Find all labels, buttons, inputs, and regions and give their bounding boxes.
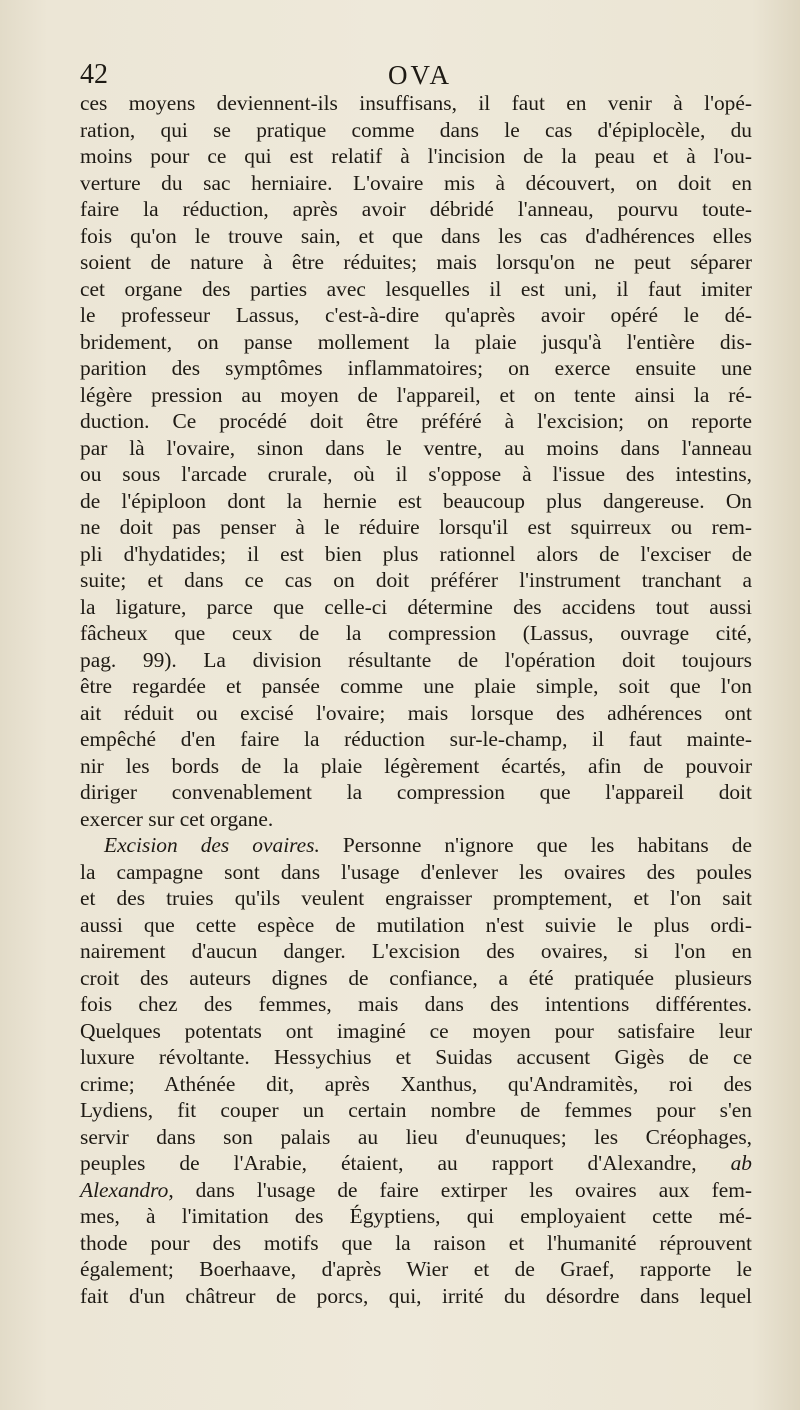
text-line xyxy=(80,673,752,700)
text-line xyxy=(80,806,752,833)
text-line xyxy=(80,382,752,409)
line-text: mes, à l'imitation des Égyptiens, qui employaient cette mé- xyxy=(80,1204,752,1228)
line-text: duction. Ce procédé doit être préféré à l'excision; on reporte xyxy=(80,409,752,433)
text-line xyxy=(80,435,752,462)
line-text: thode pour des motifs que la raison et l'humanité réprouvent xyxy=(80,1230,752,1255)
line-text: croit des auteurs dignes de confiance, a été pratiquée plusieurs xyxy=(80,965,752,990)
line-text: la ligature, parce que celle-ci détermine des accidens tout aussi xyxy=(80,594,752,619)
line-text: par là l'ovaire, sinon dans le ventre, au moins dans l'anneau xyxy=(80,435,752,460)
text-line xyxy=(80,1283,752,1310)
text-line xyxy=(80,1256,752,1283)
text-line xyxy=(80,117,752,144)
italic-text: Excision des ovaires. xyxy=(104,833,320,857)
line-text: verture du sac herniaire. L'ovaire mis à découvert, on doit en xyxy=(80,170,752,195)
text-line xyxy=(80,223,752,250)
text-line xyxy=(80,143,752,170)
line-text: ces moyens deviennent-ils insuffisans, il faut en venir à l'opé- xyxy=(80,91,752,115)
text-line xyxy=(80,1203,752,1230)
line-text: légère pression au moyen de l'appareil, et on tente ainsi la ré- xyxy=(80,382,752,407)
page-number: 42 xyxy=(80,59,108,90)
line-text: Quelques potentats ont imaginé ce moyen pour satisfaire leur xyxy=(80,1018,752,1043)
line-text: ait réduit ou excisé l'ovaire; mais lorsque des adhérences ont xyxy=(80,700,752,725)
text-line xyxy=(80,1018,752,1045)
line-text: servir dans son palais au lieu d'eunuques; les Créophages, xyxy=(80,1124,752,1149)
line-text: cet organe des parties avec lesquelles il est uni, il faut imiter xyxy=(80,276,752,301)
line-text: peuples de l'Arabie, étaient, au rapport d'Alexandre, xyxy=(80,1151,731,1175)
line-text: parition des symptômes inflammatoires; on exerce ensuite une xyxy=(80,356,752,380)
line-text: aussi que cette espèce de mutilation n'est suivie le plus ordi- xyxy=(80,912,752,937)
text-line xyxy=(80,1177,752,1204)
text-line xyxy=(80,541,752,568)
line-text: ration, qui se pratique comme dans le cas d'épiplocèle, du xyxy=(80,117,752,142)
text-line xyxy=(80,938,752,965)
text-line xyxy=(80,1124,752,1151)
line-text: également; Boerhaave, d'après Wier et de Graef, rapporte le xyxy=(80,1257,752,1281)
line-text: Personne n'ignore que les habitans de xyxy=(319,833,753,857)
text-line xyxy=(80,1150,752,1177)
text-line xyxy=(80,859,752,886)
line-text: pag. 99). La division résultante de l'opération doit toujours xyxy=(80,647,752,672)
text-line xyxy=(80,912,752,939)
text-line xyxy=(80,832,752,859)
line-text: fâcheux que ceux de la compression (Lassus, ouvrage cité, xyxy=(80,621,752,645)
text-line xyxy=(80,488,752,515)
line-text: pli d'hydatides; il est bien plus rationnel alors de l'exciser de xyxy=(80,541,752,566)
text-line xyxy=(80,885,752,912)
line-text: la campagne sont dans l'usage d'enlever les ovaires des poules xyxy=(80,859,752,884)
text-line xyxy=(80,726,752,753)
line-text: empêché d'en faire la réduction sur-le-champ, il faut mainte- xyxy=(80,727,752,751)
text-line xyxy=(80,461,752,488)
text-line xyxy=(80,170,752,197)
italic-text: Alexandro xyxy=(80,1177,169,1202)
running-head: OVA xyxy=(387,60,452,90)
text-line xyxy=(80,1230,752,1257)
text-line xyxy=(80,302,752,329)
line-text: luxure révoltante. Hessychius et Suidas accusent Gigès de ce xyxy=(80,1045,752,1069)
text-line xyxy=(80,594,752,621)
line-text: nir les bords de la plaie légèrement écartés, afin de pouvoir xyxy=(80,753,752,778)
text-line xyxy=(80,620,752,647)
line-text: fois qu'on le trouve sain, et que dans les cas d'adhérences elles xyxy=(80,223,752,248)
text-line xyxy=(80,991,752,1018)
line-text: et des truies qu'ils veulent engraisser promptement, et l'on sait xyxy=(80,886,752,910)
text-line xyxy=(80,1044,752,1071)
text-line xyxy=(80,355,752,382)
text-line xyxy=(80,567,752,594)
text-line xyxy=(80,408,752,435)
text-line xyxy=(80,753,752,780)
line-text: fait d'un châtreur de porcs, qui, irrité du désordre dans lequel xyxy=(80,1283,752,1308)
text-line xyxy=(80,1071,752,1098)
line-text: crime; Athénée dit, après Xanthus, qu'Andramitès, roi des xyxy=(80,1071,752,1096)
text-line xyxy=(80,514,752,541)
line-text: le professeur Lassus, c'est-à-dire qu'après avoir opéré le dé- xyxy=(80,303,752,327)
line-text: exercer sur cet organe. xyxy=(80,806,274,831)
text-line xyxy=(80,779,752,806)
line-text: ou sous l'arcade crurale, où il s'oppose à l'issue des intestins, xyxy=(80,462,752,486)
text-line xyxy=(80,700,752,727)
line-text: de l'épiploon dont la hernie est beaucoup plus dangereuse. On xyxy=(80,488,752,513)
text-line xyxy=(80,276,752,303)
text-line xyxy=(80,965,752,992)
line-text: , dans l'usage de faire extirper les ovaires aux fem- xyxy=(168,1177,752,1202)
line-text: moins pour ce qui est relatif à l'incision de la peau et à l'ou- xyxy=(80,144,752,168)
line-text: bridement, on panse mollement la plaie jusqu'à l'entière dis- xyxy=(80,329,752,354)
line-text: fois chez des femmes, mais dans des intentions différentes. xyxy=(80,992,752,1016)
text-line xyxy=(80,329,752,356)
text-line xyxy=(80,1097,752,1124)
italic-text: ab xyxy=(730,1151,752,1175)
text-line xyxy=(80,249,752,276)
line-text: ne doit pas penser à le réduire lorsqu'il est squirreux ou rem- xyxy=(80,515,752,539)
text-line xyxy=(80,647,752,674)
line-text: faire la réduction, après avoir débridé l'anneau, pourvu toute- xyxy=(80,197,752,221)
text-line xyxy=(80,196,752,223)
line-text: diriger convenablement la compression que l'appareil doit xyxy=(80,780,752,804)
page-header xyxy=(80,58,760,92)
line-text: Lydiens, fit couper un certain nombre de femmes pour s'en xyxy=(80,1098,752,1122)
line-text: suite; et dans ce cas on doit préférer l'instrument tranchant a xyxy=(80,568,752,592)
text-line xyxy=(80,90,752,117)
body-text xyxy=(80,90,752,1309)
line-text: être regardée et pansée comme une plaie simple, soit que l'on xyxy=(80,674,752,698)
line-text: nairement d'aucun danger. L'excision des ovaires, si l'on en xyxy=(80,939,752,963)
line-text: soient de nature à être réduites; mais lorsqu'on ne peut séparer xyxy=(80,250,752,274)
